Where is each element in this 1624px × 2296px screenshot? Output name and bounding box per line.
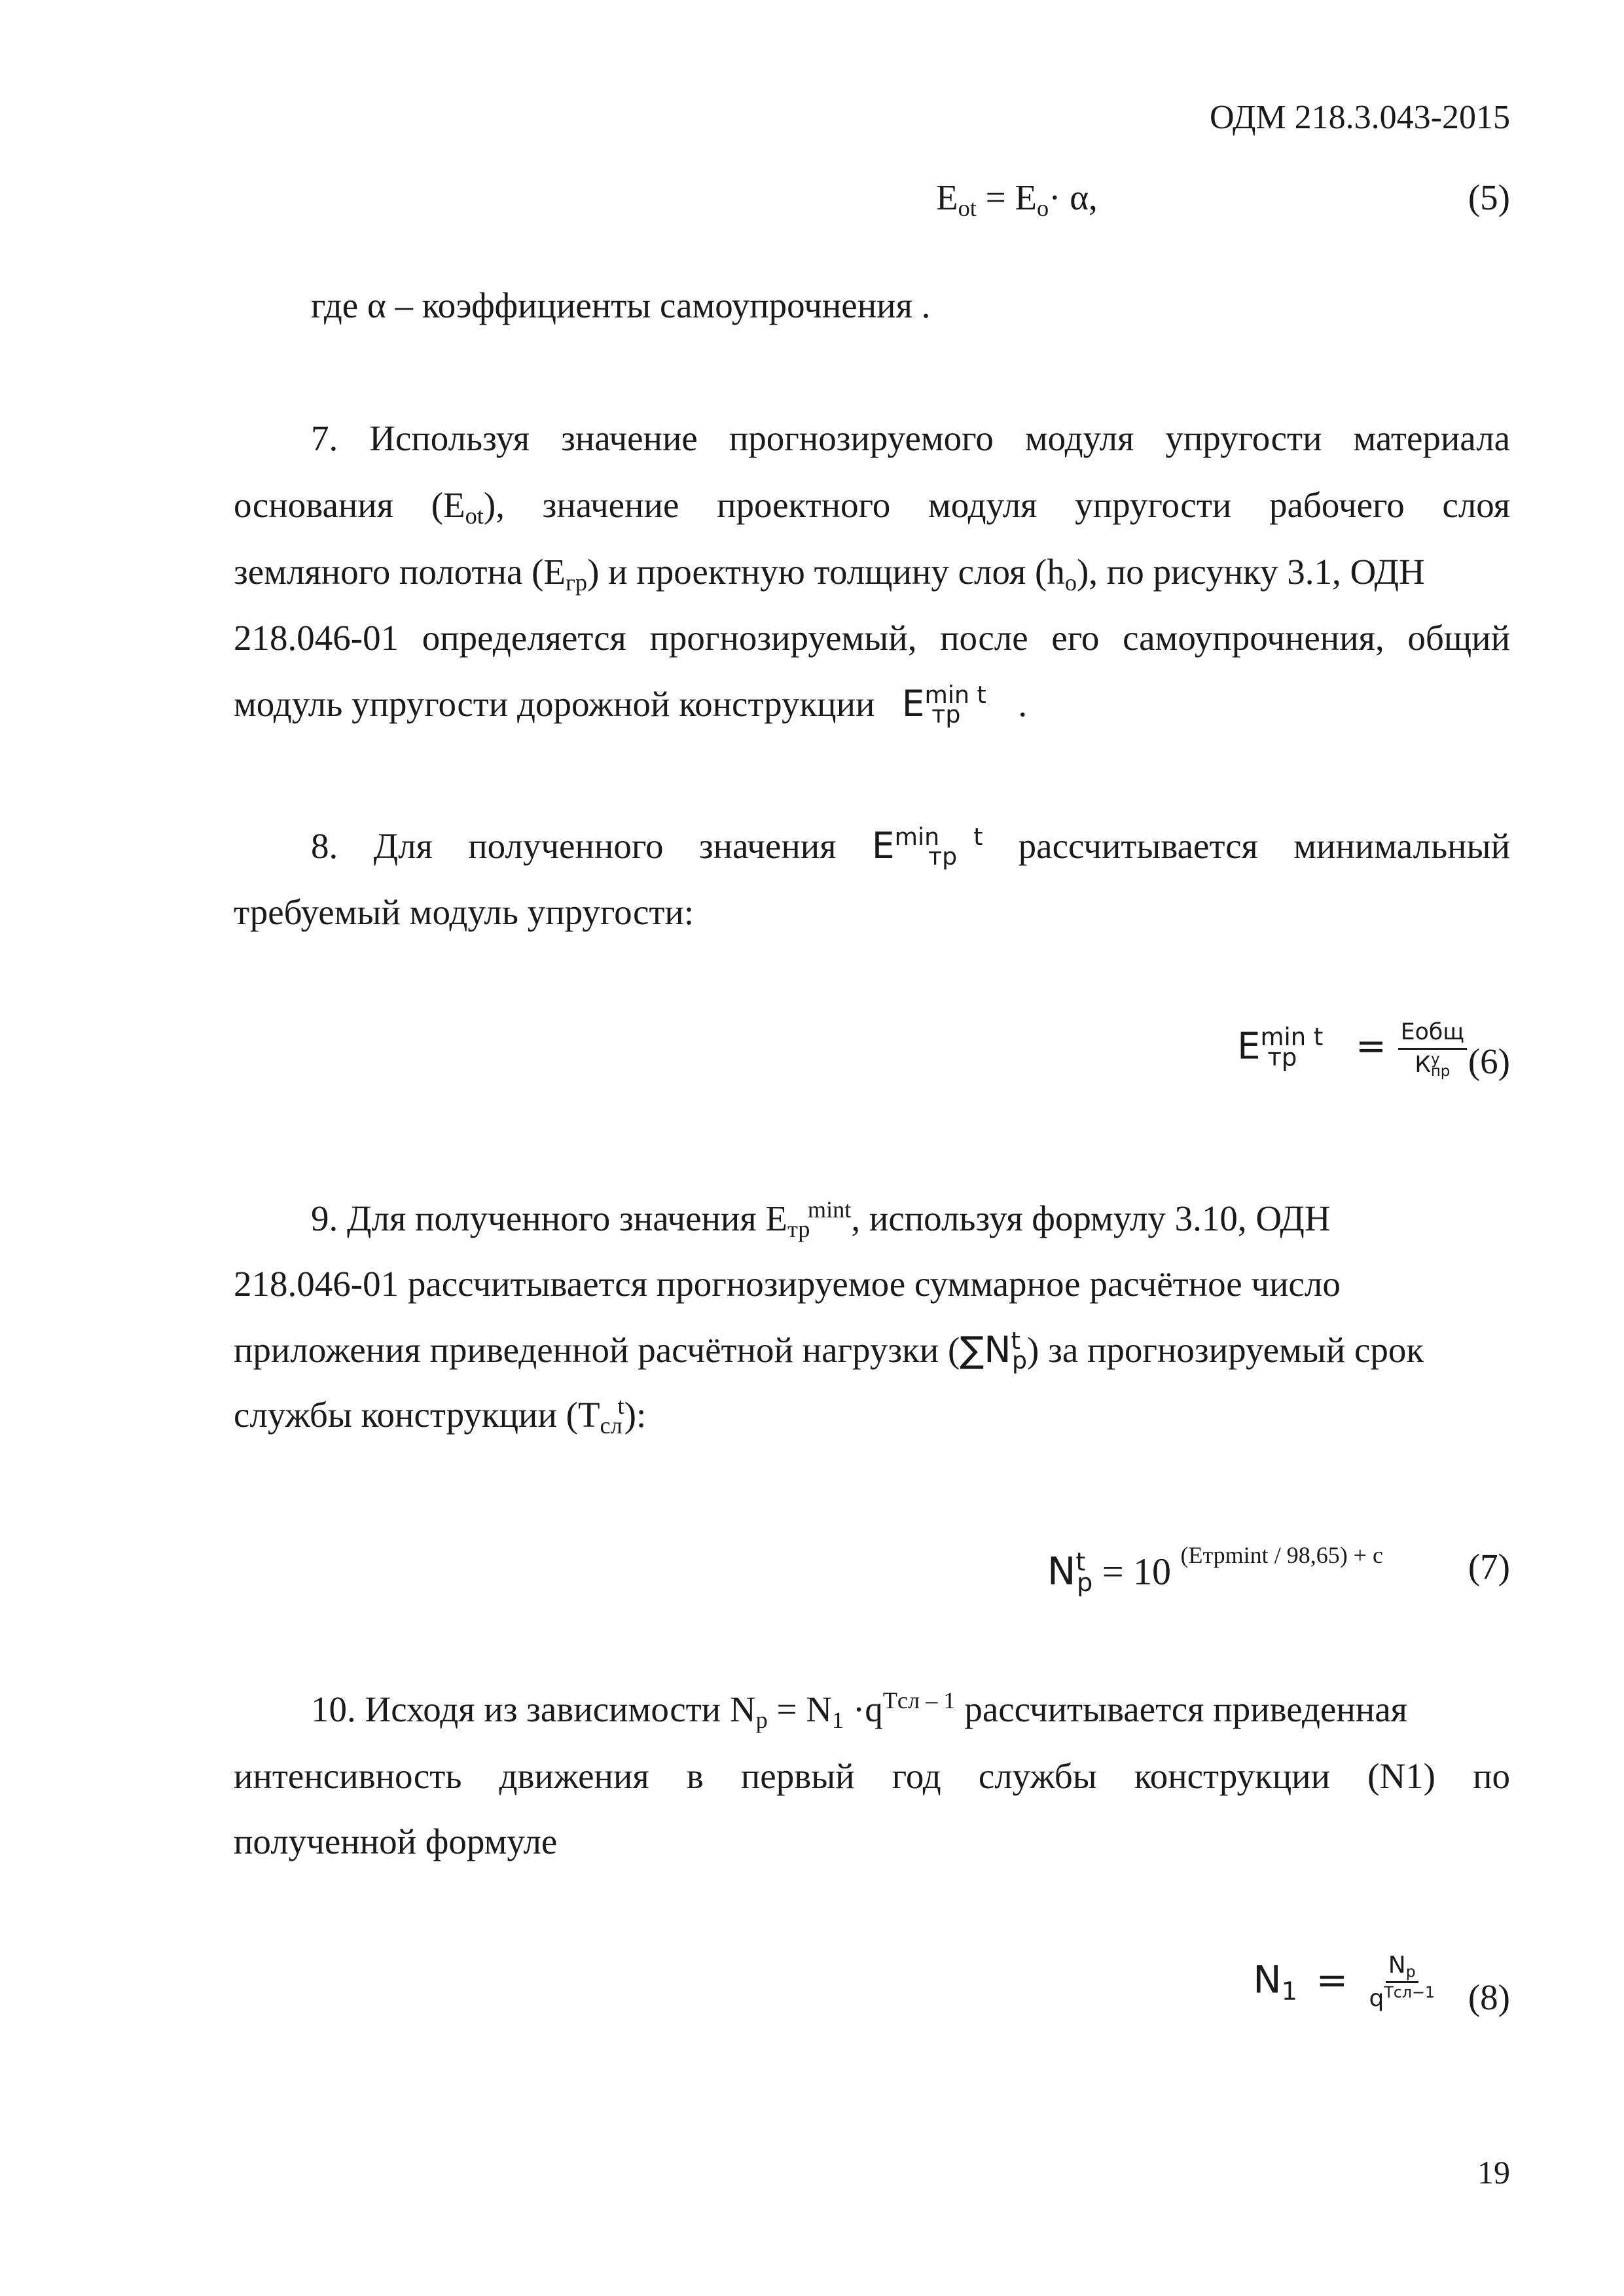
eq5-eq: = E: [976, 177, 1037, 217]
equation-6-number: (6): [1468, 1041, 1510, 1081]
p7-line4: 218.046-01 определяется прогнозируемый, после его самоупрочнения, общий: [234, 618, 1511, 658]
p9-line3: приложения приведенной расчётной нагрузки $(\sum N^t_p)$ за прогнозируемый срок: [234, 1327, 1424, 1375]
eq5-rhs: · α,: [1049, 177, 1098, 217]
e-tr-min-t: $E^{min t}_{тр}$: [901, 681, 986, 729]
equation-8-number: (8): [1468, 1977, 1510, 2017]
p9-line2: 218.046-01 рассчитывается прогнозируемое суммарное расчётное число: [234, 1264, 1341, 1304]
eq6-fraction: $\frac{\text{Еобщ}}{К^у_{пр}}$: [1398, 1021, 1467, 1076]
eq5-lhs-sub: ot: [958, 195, 977, 222]
p10-line1: 10. Исходя из зависимости $N_p = N_1 \cdot q^{Tсл - 1}$ рассчитывается приведенная: [311, 1687, 1407, 1734]
equation-6: $E^{min t}_{тр}$ = $\frac{\text{Еобщ}}{К^у_{пр}}$: [1237, 1021, 1467, 1076]
equation-5-number: (5): [1468, 177, 1510, 217]
p7-line2: основания $(E_{ot})$, значение проектного модуля упругости рабочего слоя: [234, 485, 1511, 529]
equation-5: [936, 177, 1098, 222]
p7-line5: модуль упругости дорожной конструкции $E^{min t}_{тр}$ .: [234, 681, 1028, 729]
p9-line4: службы конструкции $(T_{сл}^t)$:: [234, 1393, 647, 1439]
p7-line1: 7. Используя значение прогнозируемого модуля упругости материала: [311, 418, 1511, 458]
page-number: 19: [1477, 2154, 1510, 2191]
eq5-e-sub: o: [1036, 195, 1049, 222]
p7-line3: земляного полотна $(E_{гр})$ и проектную толщину слоя $(h_o)$, по рисунку 3.1, ОДН: [234, 552, 1425, 596]
p10-line3: полученной формуле: [234, 1821, 558, 1861]
p10-line2: интенсивность движения в первый год службы конструкции (N1) по: [234, 1756, 1510, 1796]
equation-8: $N_1$ = $\frac{N_p}{q^{Tсл-1}}$: [1253, 1954, 1437, 2011]
document-code: ОДМ 218.3.043-2015: [1210, 99, 1510, 136]
equation-7-number: (7): [1468, 1547, 1510, 1587]
p9-line1: 9. Для полученного значения $E_{тр}^{mint}$, используя формулу 3.10, ОДН: [311, 1196, 1331, 1243]
eq5-lhs: E: [936, 177, 958, 217]
eq7-exponent: (Етрmint / 98,65) + c: [1180, 1542, 1383, 1568]
p8-line2: требуемый модуль упругости:: [234, 892, 695, 932]
e-tr-min-t: $E^{min t}_{тр}$: [871, 823, 983, 871]
equation-7: $N^t_p = 10$ $^{(Етрmint / 98,65) + c}$: [1047, 1542, 1383, 1598]
eq8-fraction: $\frac{N_p}{q^{Tсл-1}}$: [1369, 1952, 1435, 2012]
alpha-note: где α – коэффициенты самоупрочнения .: [311, 285, 931, 325]
p8-line1: 8. Для полученного значения $E^{min t}_{тр}$ рассчитывается минимальный: [311, 823, 1510, 871]
